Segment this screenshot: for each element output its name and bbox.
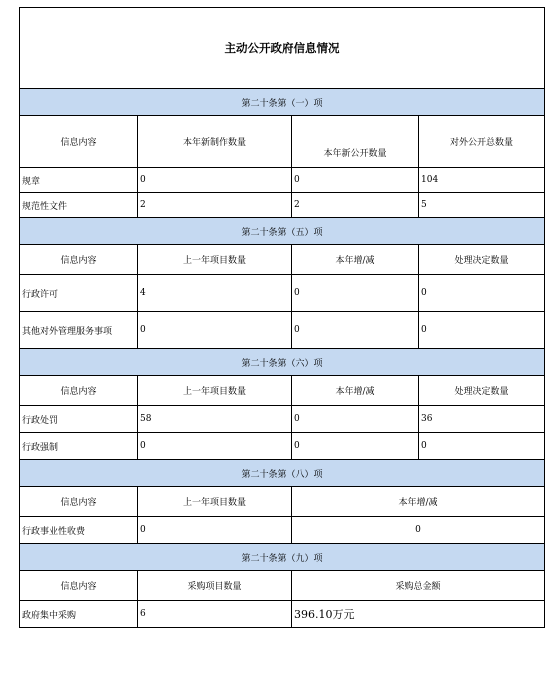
cell-value: 0 [292, 275, 419, 312]
section-heading: 第二十条第（九）项 [20, 544, 545, 571]
table-row [20, 168, 545, 193]
cell-value: 5 [419, 193, 545, 218]
cell-value: 4 [138, 275, 292, 312]
column-header: 处理决定数量 [419, 376, 545, 406]
column-header: 信息内容 [20, 376, 138, 406]
cell-value: 0 [292, 517, 545, 544]
column-header: 本年新制作数量 [138, 116, 292, 168]
table-row [20, 517, 545, 544]
cell-value: 0 [138, 312, 292, 349]
column-header: 采购总金额 [292, 571, 545, 601]
row-label: 行政强制 [20, 433, 138, 460]
row-label: 行政事业性收费 [20, 517, 138, 544]
table-row [20, 601, 545, 628]
column-header: 本年增/减 [292, 376, 419, 406]
disclosure-table-container [19, 7, 544, 628]
section-heading: 第二十条第（八）项 [20, 460, 545, 487]
table-row [20, 275, 545, 312]
row-label: 规范性文件 [20, 193, 138, 218]
cell-value: 396.10万元 [292, 601, 545, 628]
cell-value: 6 [138, 601, 292, 628]
cell-value: 0 [419, 275, 545, 312]
disclosure-table [19, 7, 545, 628]
cell-value: 2 [138, 193, 292, 218]
column-header: 信息内容 [20, 116, 138, 168]
cell-value: 58 [138, 406, 292, 433]
cell-value: 104 [419, 168, 545, 193]
column-header: 信息内容 [20, 487, 138, 517]
column-header: 本年增/减 [292, 245, 419, 275]
column-header: 对外公开总数量 [419, 116, 545, 168]
row-label: 行政许可 [20, 275, 138, 312]
column-header: 采购项目数量 [138, 571, 292, 601]
cell-value: 0 [292, 312, 419, 349]
column-header: 上一年项目数量 [138, 245, 292, 275]
cell-value: 0 [138, 517, 292, 544]
section-heading: 第二十条第（五）项 [20, 218, 545, 245]
table-row [20, 312, 545, 349]
cell-value: 0 [419, 433, 545, 460]
section-heading: 第二十条第（六）项 [20, 349, 545, 376]
section-heading: 第二十条第（一）项 [20, 89, 545, 116]
column-header: 处理决定数量 [419, 245, 545, 275]
cell-value: 0 [138, 433, 292, 460]
row-label: 其他对外管理服务事项 [20, 312, 138, 349]
table-row [20, 406, 545, 433]
column-header: 信息内容 [20, 571, 138, 601]
column-header: 本年新公开数量 [292, 116, 419, 168]
cell-value: 36 [419, 406, 545, 433]
row-label: 规章 [20, 168, 138, 193]
column-header: 上一年项目数量 [138, 487, 292, 517]
table-row [20, 193, 545, 218]
row-label: 行政处罚 [20, 406, 138, 433]
table-title: 主动公开政府信息情况 [20, 8, 545, 89]
cell-value: 0 [292, 433, 419, 460]
cell-value: 0 [419, 312, 545, 349]
row-label: 政府集中采购 [20, 601, 138, 628]
column-header: 信息内容 [20, 245, 138, 275]
cell-value: 0 [292, 406, 419, 433]
cell-value: 0 [292, 168, 419, 193]
column-header: 上一年项目数量 [138, 376, 292, 406]
cell-value: 2 [292, 193, 419, 218]
table-row [20, 433, 545, 460]
column-header: 本年增/减 [292, 487, 545, 517]
cell-value: 0 [138, 168, 292, 193]
